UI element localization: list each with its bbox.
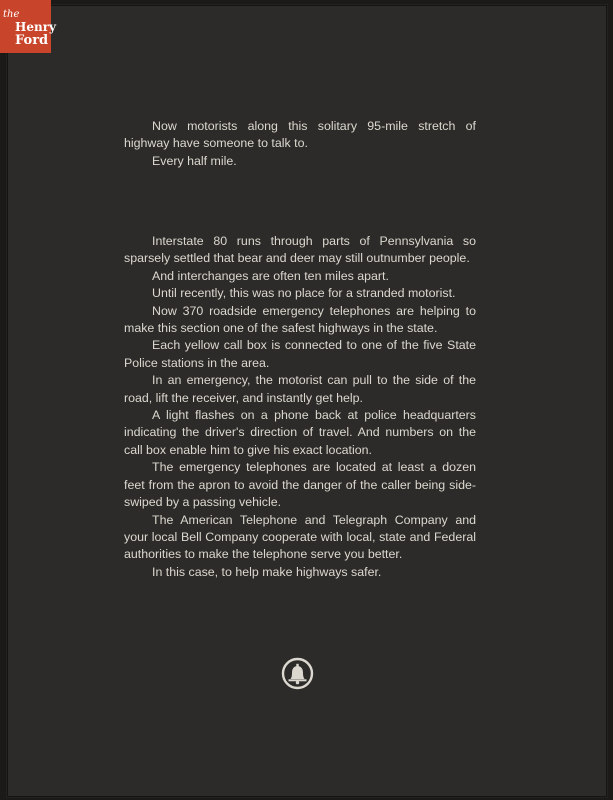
body-copy [124, 233, 476, 581]
body-paragraph: In an emergency, the motorist can pull to the side of the road, lift the receiver, and instantly get help. [124, 373, 476, 405]
headline-line: Every half mile. [152, 153, 237, 168]
body-paragraph: A light flashes on a phone back at police headquarters indicating the driver's direction of travel. And numbers on the call box enable him to give his exact location. [124, 408, 476, 457]
body-paragraph: Each yellow call box is connected to one of the five State Police stations in the area. [124, 338, 476, 370]
body-paragraph: Now 370 roadside emergency telephones are helping to make this section one of the safest highways in the state. [124, 303, 476, 336]
headline [124, 118, 476, 170]
logo-line-the: the [3, 9, 20, 20]
body-paragraph: The American Telephone and Telegraph Company and your local Bell Company cooperate with local, state and Federal authorities to make the telephone serve you better. [124, 512, 476, 562]
body-paragraph: Interstate 80 runs through parts of Pennsylvania so sparsely settled that bear and deer may still outnumber people. [124, 234, 476, 266]
henry-ford-logo [0, 0, 56, 53]
body-paragraph: And interchanges are often ten miles apart. [152, 268, 389, 283]
logo-line-henry: Henry [15, 20, 56, 34]
body-paragraph: The emergency telephones are located at least a dozen feet from the apron to avoid the danger of the caller being side-swiped by a passing vehicle. [124, 460, 476, 510]
headline-line: Now motorists along this solitary 95-mile stretch of highway have someone to talk to. [124, 119, 476, 151]
logo-line-ford: Ford [15, 33, 49, 48]
body-paragraph: Until recently, this was no place for a stranded motorist. [152, 286, 456, 301]
body-paragraph: In this case, to help make highways safer. [152, 564, 382, 579]
bell-system-logo-icon [281, 657, 314, 690]
